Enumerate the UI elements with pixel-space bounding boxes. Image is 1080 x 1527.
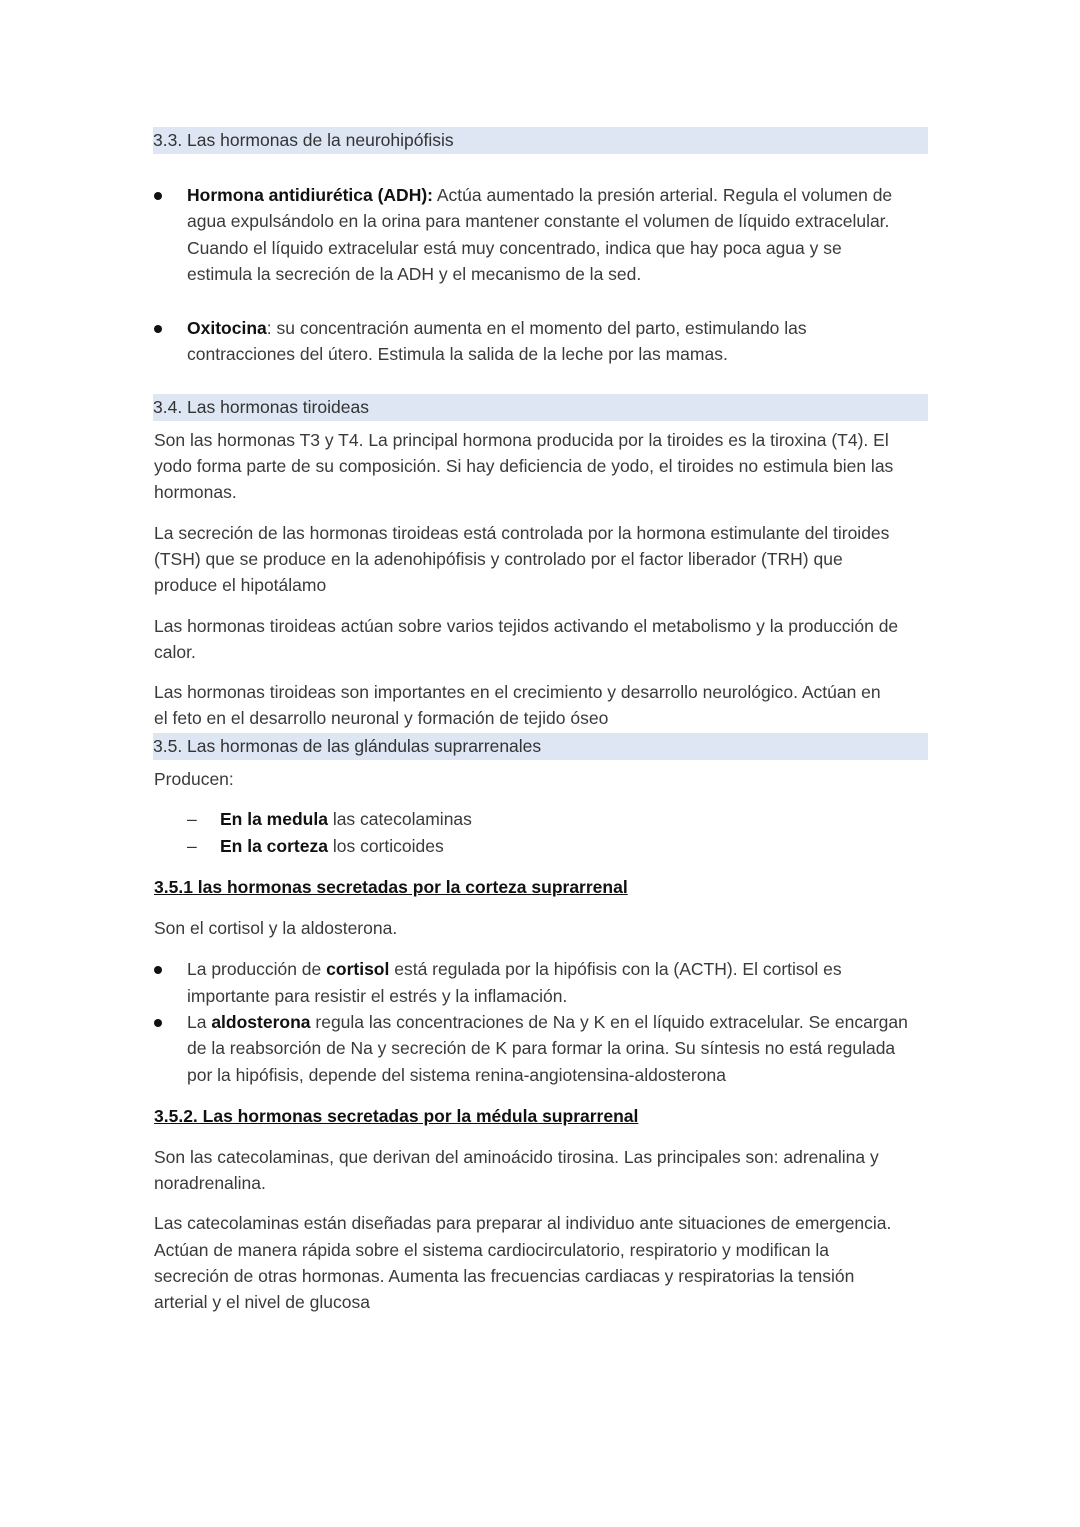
dash-item-corteza bbox=[154, 833, 928, 860]
bullet-icon bbox=[154, 966, 162, 974]
paragraph-cortisol-aldosterona: Son el cortisol y la aldosterona. bbox=[154, 918, 398, 939]
aldosterona-term: aldosterona bbox=[211, 1011, 311, 1032]
text-line: La secreción de las hormonas tiroideas está controlada por la hormona estimulante del tiroides bbox=[154, 522, 890, 543]
aldosterona-text: La bbox=[187, 1011, 212, 1032]
dash-item-medula bbox=[154, 806, 928, 833]
aldosterona-text-line: por la hipófisis, depende del sistema renina-angiotensina-aldosterona bbox=[187, 1064, 726, 1085]
corteza-term: En la corteza bbox=[220, 836, 328, 857]
section-heading-3-4: 3.4. Las hormonas tiroideas bbox=[153, 394, 928, 421]
cortisol-text: La producción de bbox=[187, 959, 327, 980]
oxitocina-text-line: contracciones del útero. Estimula la salida de la leche por las mamas. bbox=[187, 344, 728, 365]
cortisol-text-line: importante para resistir el estrés y la inflamación. bbox=[187, 985, 568, 1006]
text-line: Las hormonas tiroideas son importantes en el crecimiento y desarrollo neurológico. Actúan en bbox=[154, 682, 881, 703]
subheading-3-5-2: 3.5.2. Las hormonas secretadas por la médula suprarrenal bbox=[154, 1105, 639, 1126]
paragraph-thyroid-action bbox=[154, 613, 928, 666]
cortisol-term: cortisol bbox=[326, 959, 390, 980]
text-line: secreción de otras hormonas. Aumenta las frecuencias cardiacas y respiratorias la tensión bbox=[154, 1266, 855, 1287]
document-page bbox=[154, 127, 928, 1316]
oxitocina-term: Oxitocina bbox=[187, 318, 267, 339]
section-heading-3-5: 3.5. Las hormonas de las glándulas suprarrenales bbox=[153, 733, 928, 760]
medula-term: En la medula bbox=[220, 809, 328, 830]
medula-text: las catecolaminas bbox=[327, 809, 472, 830]
aldosterona-text-line: de la reabsorción de Na y secreción de K para formar la orina. Su síntesis no está regulada bbox=[187, 1038, 896, 1059]
list-item-adh bbox=[154, 182, 928, 287]
paragraph-catecolaminas-function bbox=[154, 1210, 928, 1315]
text-line: Las catecolaminas están diseñadas para preparar al individuo ante situaciones de emergencia. bbox=[154, 1213, 892, 1234]
text-line: noradrenalina. bbox=[154, 1173, 266, 1194]
list-item-oxitocina bbox=[154, 315, 928, 368]
bullet-icon bbox=[154, 325, 162, 333]
bullet-icon bbox=[154, 192, 162, 200]
adh-text-line: estimula la secreción de la ADH y el mecanismo de la sed. bbox=[187, 263, 642, 284]
text-line: Actúan de manera rápida sobre el sistema cardiocirculatorio, respiratorio y modifican la bbox=[154, 1239, 830, 1260]
text-line: (TSH) que se produce en la adenohipófisis y controlado por el factor liberador (TRH) que bbox=[154, 548, 843, 569]
paragraph-catecolaminas bbox=[154, 1144, 928, 1197]
text-line: Son las hormonas T3 y T4. La principal hormona producida por la tiroides es la tiroxina (T4). El bbox=[154, 429, 889, 450]
text-line: produce el hipotálamo bbox=[154, 575, 327, 596]
text-line: yodo forma parte de su composición. Si hay deficiencia de yodo, el tiroides no estimula bien las bbox=[154, 456, 894, 477]
paragraph-thyroid-intro bbox=[154, 427, 928, 506]
paragraph-produce: Producen: bbox=[154, 768, 234, 789]
oxitocina-text: : su concentración aumenta en el momento del parto, estimulando las bbox=[266, 318, 807, 339]
adh-text-line: Cuando el líquido extracelular está muy concentrado, indica que hay poca agua y se bbox=[187, 237, 842, 258]
section-heading-3-3: 3.3. Las hormonas de la neurohipófisis bbox=[153, 127, 928, 154]
list-item-cortisol bbox=[154, 956, 928, 1009]
text-line: Son las catecolaminas, que derivan del aminoácido tirosina. Las principales son: adrenalina y bbox=[154, 1146, 879, 1167]
text-line: el feto en el desarrollo neuronal y formación de tejido óseo bbox=[154, 708, 609, 729]
bullet-icon bbox=[154, 1019, 162, 1027]
subheading-3-5-1: 3.5.1 las hormonas secretadas por la corteza suprarrenal bbox=[154, 877, 628, 898]
paragraph-thyroid-secretion bbox=[154, 520, 928, 599]
adh-text: Actúa aumentado la presión arterial. Regula el volumen de bbox=[432, 185, 893, 205]
dash-icon: – bbox=[187, 809, 197, 830]
adh-text-line: agua expulsándolo en la orina para mantener constante el volumen de líquido extracelular. bbox=[187, 211, 890, 232]
paragraph-thyroid-growth bbox=[154, 679, 928, 732]
text-line: Las hormonas tiroideas actúan sobre varios tejidos activando el metabolismo y la producción de bbox=[154, 615, 899, 636]
text-line: arterial y el nivel de glucosa bbox=[154, 1292, 370, 1313]
corteza-text: los corticoides bbox=[327, 836, 444, 857]
text-line: hormonas. bbox=[154, 482, 237, 503]
cortisol-text: está regulada por la hipófisis con la (ACTH). El cortisol es bbox=[389, 959, 842, 980]
text-line: calor. bbox=[154, 641, 196, 662]
aldosterona-text: regula las concentraciones de Na y K en el líquido extracelular. Se encargan bbox=[310, 1011, 908, 1032]
dash-icon: – bbox=[187, 836, 197, 857]
adh-term: Hormona antidiurética (ADH): bbox=[187, 185, 433, 205]
list-item-aldosterona bbox=[154, 1009, 928, 1088]
